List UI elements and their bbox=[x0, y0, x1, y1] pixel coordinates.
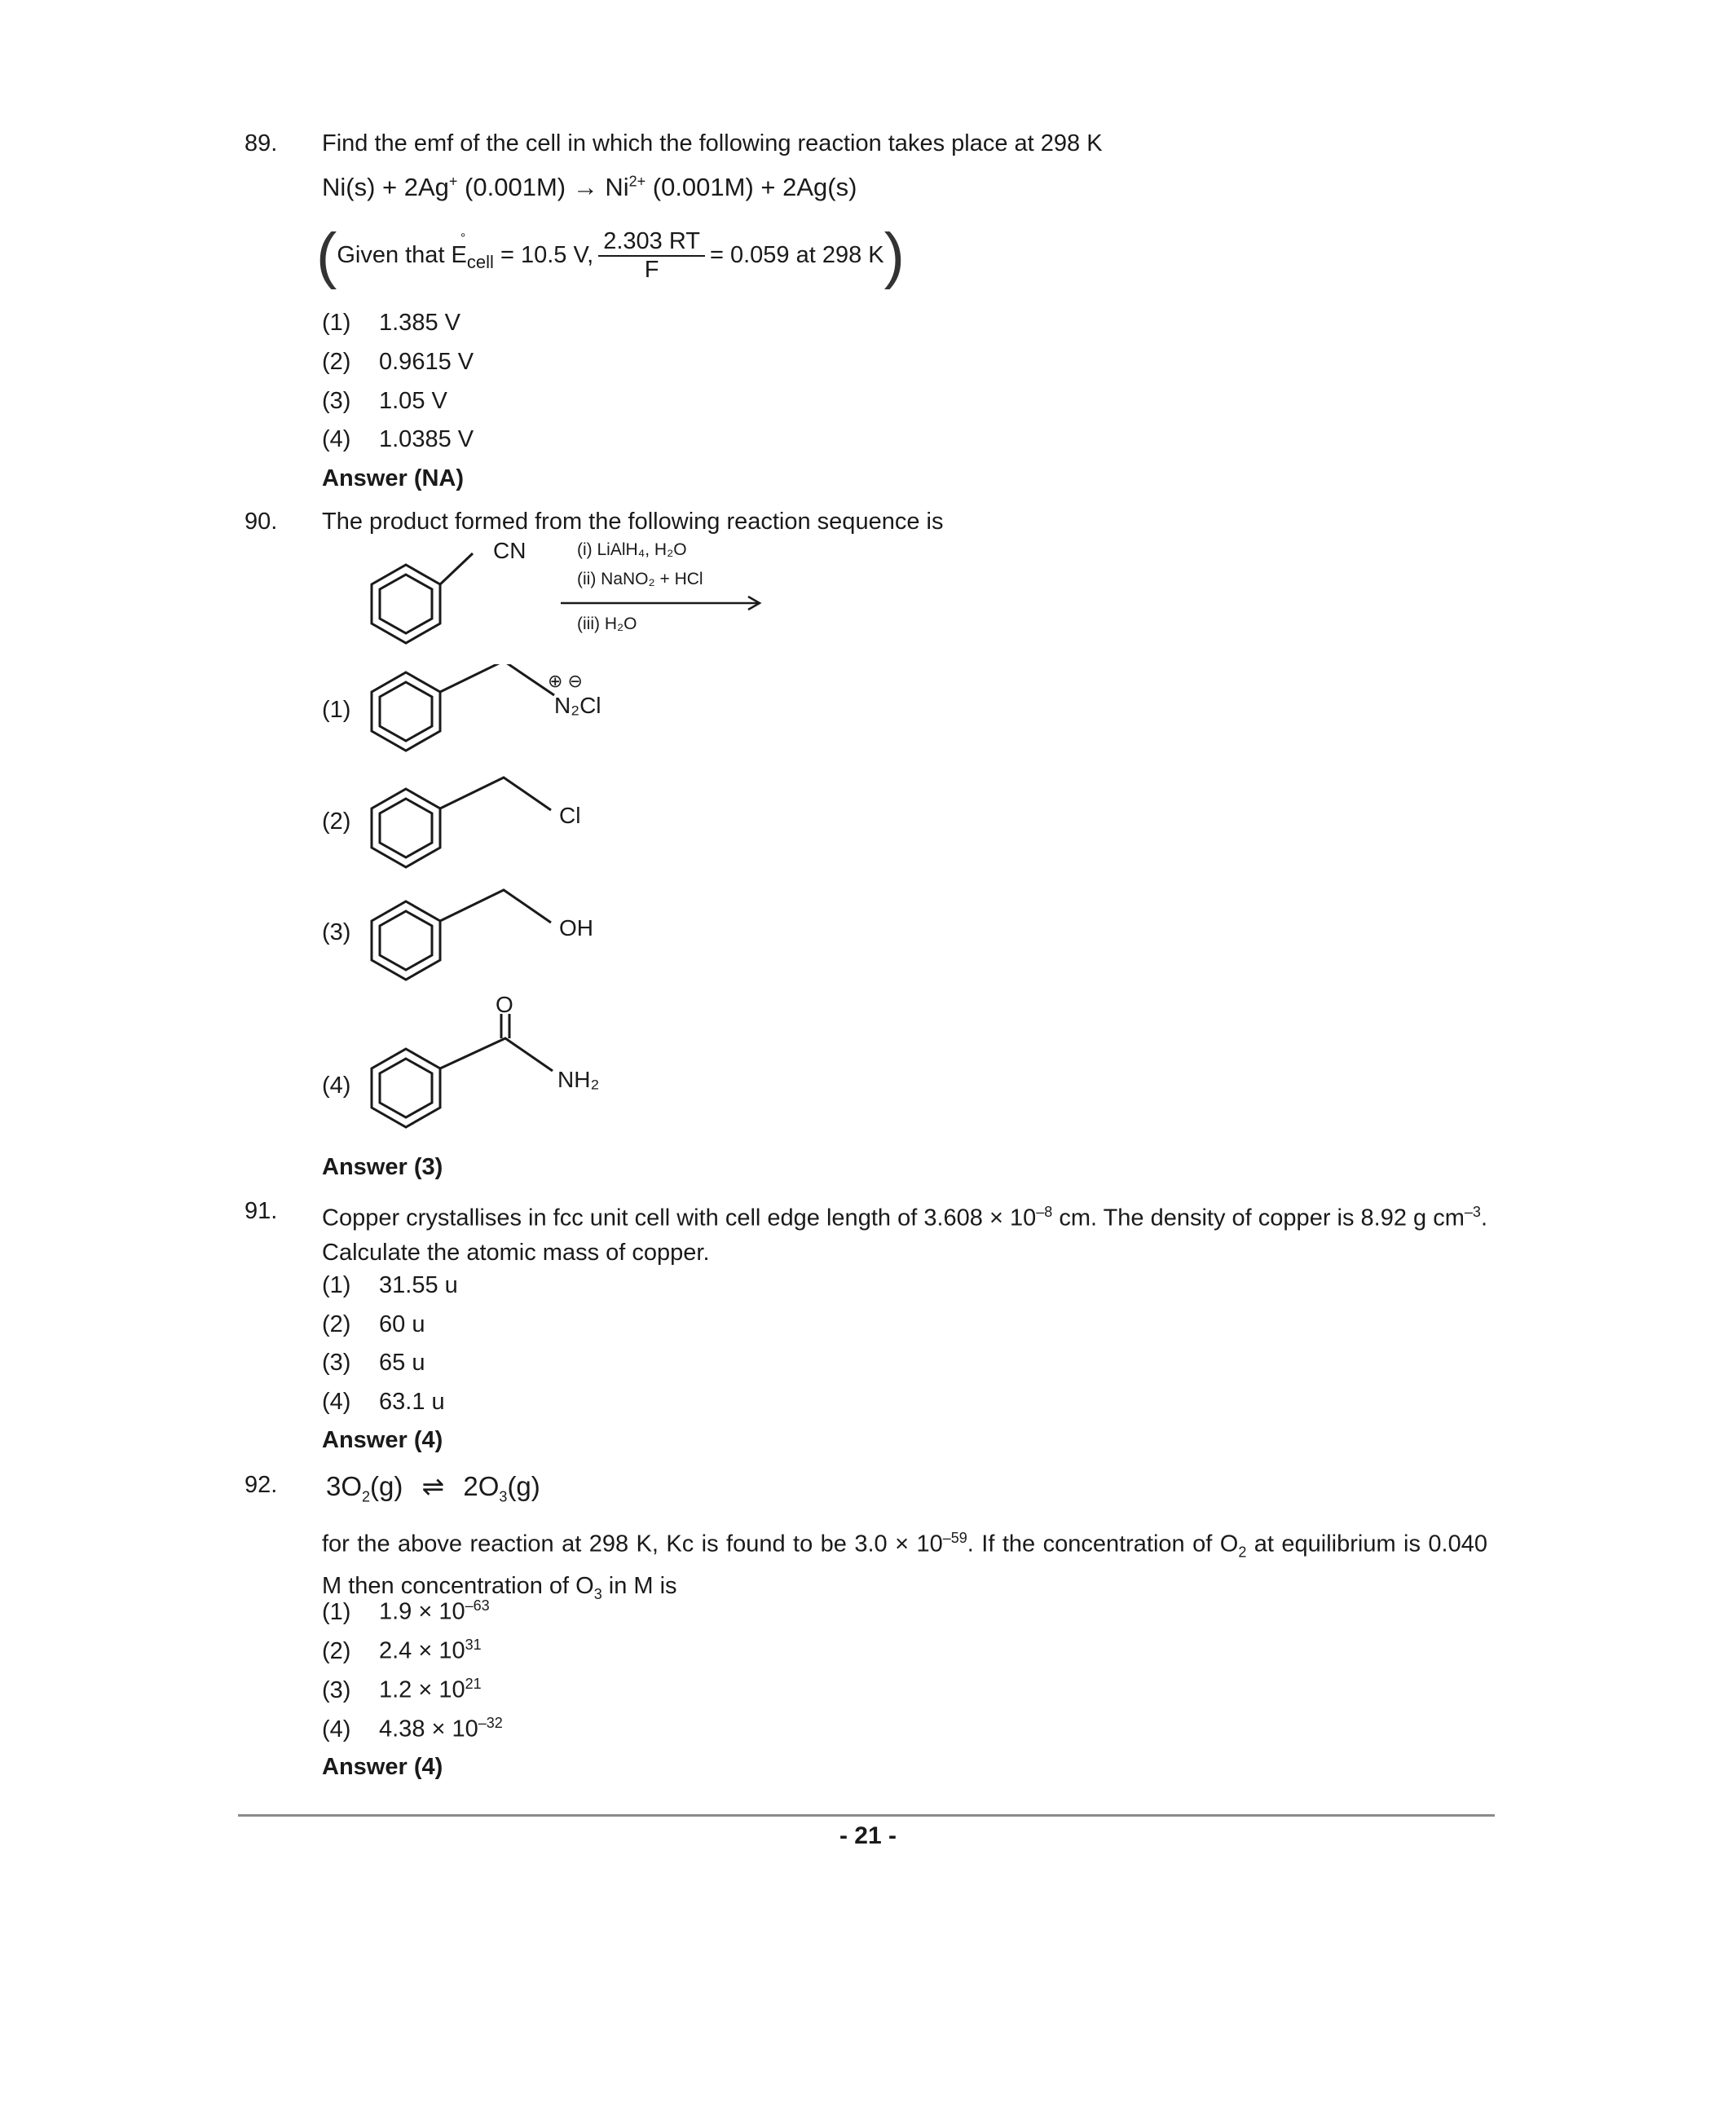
option-90-2-structure bbox=[359, 773, 636, 887]
reactant-group: CN bbox=[493, 538, 527, 563]
question-number-91: 91. bbox=[245, 1198, 278, 1224]
option-text: 31.55 u bbox=[379, 1272, 458, 1298]
benzene-ring-icon bbox=[372, 1014, 553, 1127]
benzene-ring-icon bbox=[372, 664, 554, 751]
option-90-4-structure bbox=[359, 996, 636, 1151]
stem-part: cm. The density of copper is 8.92 g cm bbox=[1052, 1205, 1465, 1231]
option-number: (3) bbox=[322, 1350, 351, 1376]
option-text: 60 u bbox=[379, 1311, 425, 1337]
benzene-ring-icon bbox=[372, 553, 473, 643]
carbonyl-oxygen: O bbox=[496, 996, 513, 1017]
footer-divider bbox=[238, 1814, 1495, 1817]
answer-92: Answer (4) bbox=[322, 1754, 443, 1780]
ni-charge: 2+ bbox=[628, 173, 646, 190]
eq-left-sub: 2 bbox=[362, 1488, 371, 1505]
option-group: Cl bbox=[559, 803, 581, 828]
exponent: –8 bbox=[1036, 1204, 1053, 1220]
exponent: –3 bbox=[1464, 1204, 1481, 1220]
page-number: - 21 - bbox=[839, 1822, 897, 1849]
option-text: 65 u bbox=[379, 1350, 425, 1376]
option-number: (3) bbox=[322, 919, 351, 945]
q89-given-expression bbox=[316, 220, 905, 291]
given-emf-value: = 10.5 V, bbox=[493, 242, 594, 268]
stem-part: Copper crystallises in fcc unit cell with cell edge length of 3.608 × 10 bbox=[322, 1205, 1037, 1231]
option-number: (2) bbox=[322, 1311, 351, 1337]
question-number-90: 90. bbox=[245, 509, 278, 535]
fraction-denominator: F bbox=[644, 256, 659, 283]
benzene-ring-icon bbox=[372, 890, 551, 980]
question-90-stem: The product formed from the following reaction sequence is bbox=[322, 509, 944, 535]
option-91-2[interactable] bbox=[322, 1311, 425, 1338]
option-base: 4.38 × 10 bbox=[379, 1716, 478, 1742]
right-paren: ) bbox=[883, 221, 905, 290]
q90-reaction-scheme bbox=[359, 534, 782, 648]
option-number: (4) bbox=[322, 1716, 351, 1742]
given-prefix: Given that E bbox=[337, 242, 467, 268]
stem-part: at equilibrium is 0.040 M then concentration of O bbox=[322, 1531, 1488, 1600]
stem-part: for the above reaction at 298 K, Kc is found to be 3.0 × 10 bbox=[322, 1531, 943, 1557]
option-exponent: –32 bbox=[478, 1715, 503, 1731]
question-89-stem: Find the emf of the cell in which the following reaction takes place at 298 K bbox=[322, 130, 1103, 156]
option-group: N₂Cl bbox=[554, 693, 601, 718]
option-91-3[interactable] bbox=[322, 1350, 425, 1377]
option-number: (3) bbox=[322, 388, 351, 414]
option-number: (2) bbox=[322, 808, 351, 835]
option-91-4[interactable] bbox=[322, 1389, 445, 1416]
left-paren: ( bbox=[316, 221, 337, 290]
option-exponent: –63 bbox=[465, 1597, 490, 1614]
option-89-3[interactable] bbox=[322, 388, 447, 415]
subscript: 3 bbox=[593, 1586, 602, 1603]
option-89-4[interactable] bbox=[322, 426, 474, 453]
q89-reaction-equation bbox=[322, 173, 857, 202]
option-number: (4) bbox=[322, 1389, 351, 1415]
eq-right: 2O bbox=[463, 1471, 500, 1501]
option-92-2[interactable] bbox=[322, 1637, 482, 1665]
question-92-stem bbox=[322, 1521, 1487, 1611]
cell-subscript: cell bbox=[466, 251, 494, 272]
option-base: 2.4 × 10 bbox=[379, 1637, 465, 1664]
option-number: (4) bbox=[322, 1073, 351, 1099]
q92-equilibrium-equation bbox=[326, 1470, 540, 1506]
question-91-stem bbox=[322, 1195, 1487, 1270]
given-suffix: = 0.059 at 298 K bbox=[709, 242, 884, 268]
option-number: (2) bbox=[322, 1637, 351, 1664]
option-92-3[interactable] bbox=[322, 1676, 482, 1704]
option-text: 1.0385 V bbox=[379, 426, 474, 452]
subscript: 2 bbox=[1238, 1544, 1247, 1561]
question-number-92: 92. bbox=[245, 1472, 278, 1498]
answer-89: Answer (NA) bbox=[322, 465, 465, 491]
option-number: (1) bbox=[322, 1272, 351, 1298]
ag-charge: + bbox=[448, 173, 458, 190]
exponent: –59 bbox=[942, 1530, 967, 1546]
charge-symbols: ⊕ ⊖ bbox=[548, 671, 583, 691]
answer-91: Answer (4) bbox=[322, 1427, 443, 1453]
option-90-1-structure bbox=[359, 664, 636, 778]
option-number: (1) bbox=[322, 310, 351, 336]
option-exponent: 21 bbox=[465, 1676, 482, 1692]
eq-right-state: (g) bbox=[507, 1471, 540, 1501]
option-group: NH₂ bbox=[557, 1067, 600, 1092]
stem-part: in M is bbox=[601, 1573, 677, 1600]
reagent-3: (iii) H₂O bbox=[577, 615, 637, 633]
option-90-3-structure bbox=[359, 885, 636, 999]
benzene-ring-icon bbox=[372, 778, 551, 867]
answer-90: Answer (3) bbox=[322, 1154, 443, 1180]
option-number: (1) bbox=[322, 1598, 351, 1625]
option-number: (1) bbox=[322, 697, 351, 723]
rt-over-f-fraction bbox=[598, 228, 705, 284]
option-89-2[interactable] bbox=[322, 349, 474, 376]
option-base: 1.9 × 10 bbox=[379, 1598, 465, 1625]
option-base: 1.2 × 10 bbox=[379, 1676, 465, 1703]
reaction-arrow-icon bbox=[561, 597, 760, 610]
option-92-1[interactable] bbox=[322, 1597, 490, 1626]
option-text: 1.05 V bbox=[379, 388, 447, 414]
option-group: OH bbox=[559, 915, 593, 941]
reagent-1: (i) LiAlH₄, H₂O bbox=[577, 540, 687, 559]
reaction-lhs: Ni(s) + 2Ag bbox=[322, 173, 449, 201]
eq-left-state: (g) bbox=[370, 1471, 403, 1501]
fraction-numerator: 2.303 RT bbox=[598, 228, 705, 257]
eq-right-sub: 3 bbox=[499, 1488, 508, 1505]
degree-symbol: ° bbox=[460, 231, 466, 245]
reaction-mid: (0.001M) → Ni bbox=[457, 173, 629, 201]
option-91-1[interactable] bbox=[322, 1272, 458, 1299]
option-text: 1.385 V bbox=[379, 310, 460, 336]
option-exponent: 31 bbox=[465, 1637, 482, 1653]
option-92-4[interactable] bbox=[322, 1715, 503, 1743]
reaction-rhs: (0.001M) + 2Ag(s) bbox=[645, 173, 857, 201]
stem-part: . If the concentration of O bbox=[967, 1531, 1239, 1557]
option-text: 0.9615 V bbox=[379, 349, 474, 375]
equilibrium-arrow-icon: ⇌ bbox=[421, 1471, 445, 1501]
eq-left: 3O bbox=[326, 1471, 363, 1501]
option-number: (4) bbox=[322, 426, 351, 452]
option-number: (2) bbox=[322, 349, 351, 375]
option-text: 63.1 u bbox=[379, 1389, 445, 1415]
question-number-89: 89. bbox=[245, 130, 278, 156]
reagent-2: (ii) NaNO₂ + HCl bbox=[577, 570, 703, 588]
stem-part: . Calculate the atomic mass of copper. bbox=[322, 1205, 1487, 1266]
option-number: (3) bbox=[322, 1676, 351, 1703]
option-89-1[interactable] bbox=[322, 310, 460, 337]
